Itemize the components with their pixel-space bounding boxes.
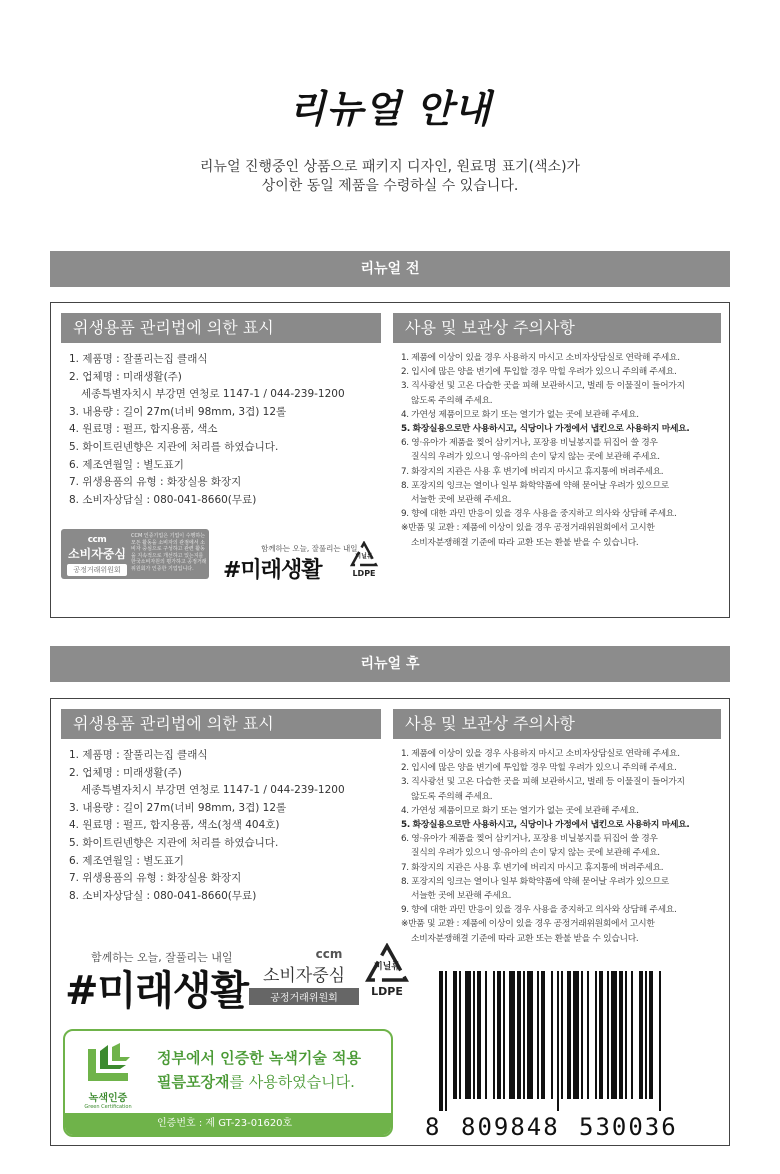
caution-item: 3. 직사광선 및 고온 다습한 곳을 피해 보관하시고, 벌레 등 이물질이 들어가지 xyxy=(401,381,685,392)
barcode-bar xyxy=(503,971,505,1099)
green-certification-box xyxy=(63,1029,393,1137)
barcode-bar xyxy=(557,971,559,1111)
before-info-list xyxy=(69,351,345,509)
green-cert-line-2 xyxy=(157,1071,355,1092)
recycle-material: LDPE xyxy=(352,569,376,578)
recycle-mark-label: 비닐류 xyxy=(373,962,401,972)
barcode-bar xyxy=(611,971,617,1099)
before-caution-header: 사용 및 보관상 주의사항 xyxy=(393,313,721,343)
green-cert-line-2-rest: 를 사용하였습니다. xyxy=(229,1073,355,1091)
info-item: 1. 제품명 : 잘풀리는집 클래식 xyxy=(69,749,208,761)
barcode-bar xyxy=(639,971,643,1099)
ccm-org: 공정거래위원회 xyxy=(67,564,127,576)
ccm-description: CCM 인증기업은 기업이 수행하는 모든 활동을 소비자의 관점에서 소비자 중심으로 구성하고 관련 활동을 지속적으로 개선하고 있는지를 한국소비자원의 평가하고 공정거래위원회가 인증한 기업입니다. xyxy=(131,533,207,572)
caution-item: 않도록 주의해 주세요. xyxy=(411,791,493,802)
caution-item: 9. 향에 대한 과민 반응이 있을 경우 사용을 중지하고 의사와 상담해 주세요. xyxy=(401,905,677,916)
barcode-bar xyxy=(445,971,447,1111)
barcode-bar xyxy=(453,971,457,1099)
barcode-first-digit: 8 xyxy=(425,1113,442,1141)
ccm-org: 공정거래위원회 xyxy=(249,988,359,1005)
caution-item: 5. 화장실용으로만 사용하시고, 식당이나 가정에서 냅킨으로 사용하지 마세요. xyxy=(401,820,690,831)
info-item: 4. 원료명 : 펄프, 합지용품, 색소(청색 404호) xyxy=(69,819,280,832)
brand-logo: #미래생활 xyxy=(65,968,249,1014)
barcode-bar xyxy=(619,971,623,1099)
barcode-bar xyxy=(493,971,495,1099)
barcode-bar xyxy=(465,971,471,1099)
caution-item: 7. 화장지의 지관은 사용 후 변기에 버리지 마시고 휴지통에 버려주세요. xyxy=(401,466,664,477)
barcode-bar xyxy=(459,971,461,1099)
after-label-panel xyxy=(50,698,730,1146)
recycle-mark xyxy=(363,943,411,998)
info-item: 2. 업체명 : 미래생활(주) xyxy=(69,370,182,383)
caution-item: 질식의 우려가 있으니 영·유아의 손이 닿지 않는 곳에 보관해 주세요. xyxy=(411,452,660,463)
info-item: 7. 위생용품의 유형 : 화장실용 화장지 xyxy=(69,872,242,885)
caution-item: 6. 영·유아가 제품을 찢어 삼키거나, 포장용 비닐봉지를 뒤집어 쓸 경우 xyxy=(401,834,658,845)
recycle-material: LDPE xyxy=(371,985,403,998)
caution-item: 질식의 우려가 있으니 영·유아의 손이 닿지 않는 곳에 보관해 주세요. xyxy=(411,848,660,859)
barcode-bar xyxy=(537,971,539,1099)
caution-item: 서늘한 곳에 보관해 주세요. xyxy=(411,495,512,506)
info-item: 6. 제조연월일 : 별도표기 xyxy=(69,854,184,867)
caution-item: ※반품 및 교환 : 제품에 이상이 있을 경우 공정거래위원회에서 고시한 xyxy=(401,523,655,534)
info-item: 5. 화이트린넨향은 지관에 처리를 하였습니다. xyxy=(69,836,279,849)
info-item: 8. 소비자상담실 : 080-041-8660(무료) xyxy=(69,889,257,902)
info-item: 3. 내용량 : 길이 27m(너비 98mm, 3겹) 12롤 xyxy=(69,801,287,814)
after-caution-list xyxy=(401,747,689,946)
info-item: 1. 제품명 : 잘풀리는집 클래식 xyxy=(69,353,208,365)
caution-item: 5. 화장실용으로만 사용하시고, 식당이나 가정에서 냅킨으로 사용하지 마세요. xyxy=(401,424,690,435)
barcode-bar xyxy=(523,971,525,1099)
caution-item: 3. 직사광선 및 고온 다습한 곳을 피해 보관하시고, 벌레 등 이물질이 들어가지 xyxy=(401,777,685,788)
barcode-bar xyxy=(595,971,597,1099)
barcode-bar xyxy=(587,971,589,1099)
barcode-bar xyxy=(659,971,661,1111)
caution-item: ※반품 및 교환 : 제품에 이상이 있을 경우 공정거래위원회에서 고시한 xyxy=(401,919,655,930)
info-item: 5. 화이트린넨향은 지관에 처리를 하였습니다. xyxy=(69,440,279,453)
notice-line-1: 리뉴얼 진행중인 상품으로 패키지 디자인, 원료명 표기(색소)가 xyxy=(199,159,581,175)
leaf-icon xyxy=(82,1041,134,1085)
green-cert-line-1: 정부에서 인증한 녹색기술 적용 xyxy=(157,1049,362,1067)
barcode-bar xyxy=(527,971,533,1099)
barcode-bar xyxy=(567,971,571,1099)
barcode-bar xyxy=(541,971,545,1099)
barcode-bar xyxy=(473,971,475,1099)
barcode-bar xyxy=(625,971,627,1099)
info-item: 4. 원료명 : 펄프, 합지용품, 색소 xyxy=(69,423,218,436)
caution-item: 서늘한 곳에 보관해 주세요. xyxy=(411,891,512,902)
info-item: 7. 위생용품의 유형 : 화장실용 화장지 xyxy=(69,476,242,489)
caution-item: 소비자분쟁해결 기준에 따라 교환 또는 환불 받을 수 있습니다. xyxy=(411,933,639,944)
caution-item: 7. 화장지의 지관은 사용 후 변기에 버리지 마시고 휴지통에 버려주세요. xyxy=(401,862,664,873)
green-cert-line-2-bold: 필름포장재 xyxy=(157,1073,230,1091)
product-barcode xyxy=(417,971,709,1141)
info-item: 세종특별자치시 부강면 연청로 1147-1 / 044-239-1200 xyxy=(81,784,345,797)
after-info-header: 위생용품 관리법에 의한 표시 xyxy=(61,709,381,739)
green-cert-sublabel: Green Certification xyxy=(84,1104,132,1110)
caution-item: 2. 입시에 많은 양을 변기에 투입할 경우 막힐 우려가 있으니 주의해 주세요. xyxy=(401,763,677,774)
barcode-bar xyxy=(581,971,583,1099)
barcode-bar xyxy=(485,971,487,1099)
info-item: 8. 소비자상담실 : 080-041-8660(무료) xyxy=(69,493,257,506)
recycle-mark-label: 비닐류 xyxy=(355,553,373,560)
barcode-bar xyxy=(573,971,579,1099)
before-info-header: 위생용품 관리법에 의한 표시 xyxy=(61,313,381,343)
ccm-name: 소비자중심 xyxy=(68,547,126,561)
caution-item: 1. 제품에 이상이 있을 경우 사용하지 마시고 소비자상담실로 연락해 주세요. xyxy=(401,749,680,759)
info-item: 세종특별자치시 부강면 연청로 1147-1 / 044-239-1200 xyxy=(81,388,345,401)
barcode-bar xyxy=(645,971,647,1099)
ccm-certification-logo xyxy=(61,529,209,579)
info-item: 3. 내용량 : 길이 27m(너비 98mm, 3겹) 12롤 xyxy=(69,405,287,418)
after-section-bar: 리뉴얼 후 xyxy=(50,646,730,682)
caution-item: 4. 가연성 제품이므로 화기 또는 열기가 없는 곳에 보관해 주세요. xyxy=(401,805,639,816)
barcode-bar xyxy=(517,971,521,1099)
barcode-bar xyxy=(561,971,563,1099)
caution-item: 8. 포장지의 잉크는 열이나 일부 화학약품에 약해 묻어날 우려가 있으므로 xyxy=(401,876,669,887)
barcode-group-2: 530036 xyxy=(579,1113,678,1141)
brand-slogan: 함께하는 오늘, 잘풀리는 내일 xyxy=(261,544,358,553)
brand-slogan: 함께하는 오늘, 잘풀리는 내일 xyxy=(91,951,233,964)
barcode-bar xyxy=(497,971,501,1099)
barcode-bar xyxy=(599,971,603,1099)
caution-item: 1. 제품에 이상이 있을 경우 사용하지 마시고 소비자상담실로 연락해 주세요. xyxy=(401,353,680,363)
info-item: 6. 제조연월일 : 별도표기 xyxy=(69,458,184,471)
caution-item: 소비자분쟁해결 기준에 따라 교환 또는 환불 받을 수 있습니다. xyxy=(411,537,639,548)
before-label-panel xyxy=(50,302,730,618)
brand-logo: #미래생활 xyxy=(223,558,322,583)
green-cert-number: 인증번호 : 제 GT-23-01620호 xyxy=(65,1113,391,1135)
caution-item: 9. 향에 대한 과민 반응이 있을 경우 사용을 중지하고 의사와 상담해 주세요. xyxy=(401,509,677,520)
barcode-bar xyxy=(477,971,481,1099)
green-cert-logo xyxy=(73,1041,143,1113)
before-caution-list xyxy=(401,351,689,550)
barcode-group-1: 809848 xyxy=(461,1113,560,1141)
green-cert-label: 녹색인증 xyxy=(88,1093,128,1104)
page-title: 리뉴얼 안내 xyxy=(288,87,492,131)
barcode-bar xyxy=(631,971,633,1099)
barcode-bar xyxy=(607,971,609,1099)
barcode-bar xyxy=(551,971,553,1099)
notice-line-2: 상이한 동일 제품을 수령하실 수 있습니다. xyxy=(261,178,519,194)
after-info-list xyxy=(69,747,345,905)
ccm-certification-logo xyxy=(249,947,359,1005)
ccm-name: 소비자중심 xyxy=(262,966,346,986)
barcode-bars xyxy=(417,971,709,1111)
barcode-bar xyxy=(509,971,515,1099)
barcode-bar xyxy=(649,971,653,1099)
barcode-bar xyxy=(439,971,443,1111)
after-caution-header: 사용 및 보관상 주의사항 xyxy=(393,709,721,739)
before-section-bar: 리뉴얼 전 xyxy=(50,251,730,287)
caution-item: 않도록 주의해 주세요. xyxy=(411,395,493,406)
caution-item: 6. 영·유아가 제품을 찢어 삼키거나, 포장용 비닐봉지를 뒤집어 쓸 경우 xyxy=(401,438,658,449)
caution-item: 4. 가연성 제품이므로 화기 또는 열기가 없는 곳에 보관해 주세요. xyxy=(401,409,639,420)
caution-item: 2. 입시에 많은 양을 변기에 투입할 경우 막힐 우려가 있으니 주의해 주세요. xyxy=(401,367,677,378)
recycle-mark xyxy=(347,541,381,578)
ccm-mark: ccm xyxy=(315,947,343,961)
info-item: 2. 업체명 : 미래생활(주) xyxy=(69,766,182,779)
renewal-notice xyxy=(0,158,780,196)
ccm-mark: ccm xyxy=(87,535,107,545)
caution-item: 8. 포장지의 잉크는 열이나 일부 화학약품에 약해 묻어날 우려가 있으므로 xyxy=(401,480,669,491)
